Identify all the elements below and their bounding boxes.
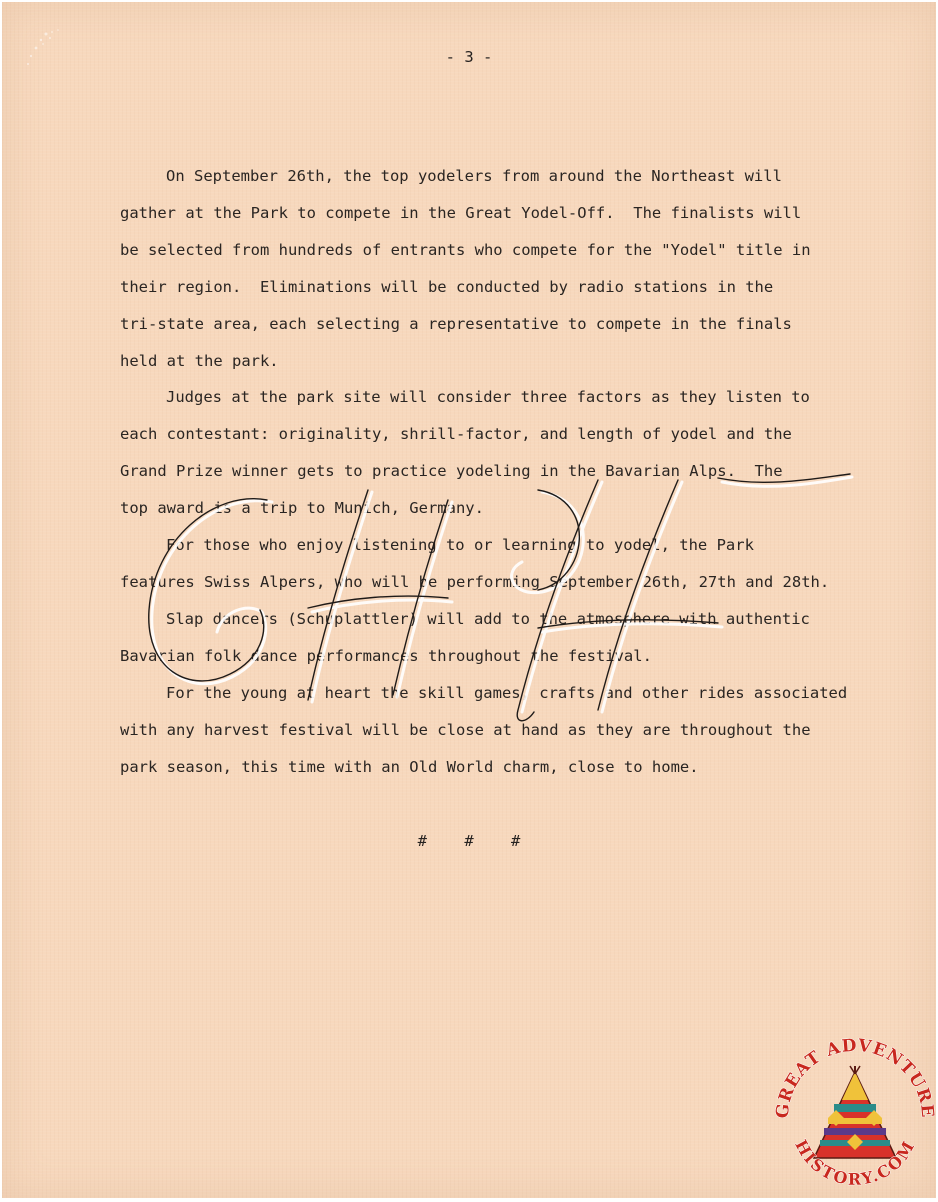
text-line: held at the park. [120, 351, 279, 370]
document-page [2, 2, 936, 1198]
tent-icon [814, 1066, 896, 1158]
text-line: features Swiss Alpers, who will be performing September 26th, 27th and 28th. [120, 572, 830, 591]
page-number: - 3 - [445, 48, 493, 66]
text-line: On September 26th, the top yodelers from around the Northeast will [166, 167, 782, 185]
great-adventure-history-logo [770, 1030, 936, 1198]
text-line: For those who enjoy listening to or learning to yodel, the Park [166, 536, 754, 555]
text-line: Grand Prize winner gets to practice yodeling in the Bavarian Alps. The [120, 462, 783, 481]
logo-bottom-text: HISTORY.COM [791, 1136, 919, 1189]
text-line: gather at the Park to compete in the Great Yodel-Off. The finalists will [120, 203, 802, 222]
text-line: park season, this time with an Old World charm, close to home. [120, 757, 699, 776]
logo-top-text: GREAT ADVENTURE [772, 1035, 938, 1120]
document-body [120, 158, 860, 785]
text-line: Bavarian folk dance performances throughout the festival. [120, 646, 652, 665]
text-line: tri-state area, each selecting a representative to compete in the finals [120, 314, 792, 333]
text-line: Judges at the park site will consider three factors as they listen to [166, 388, 810, 407]
text-line: top award is a trip to Munich, Germany. [120, 499, 484, 518]
text-line: with any harvest festival will be close at hand as they are throughout the [120, 720, 811, 739]
text-line: Slap dancers (Schuplattler) will add to the atmosphere with authentic [166, 609, 810, 628]
end-marks: # # # [417, 832, 521, 850]
text-line: their region. Eliminations will be conducted by radio stations in the [120, 277, 774, 296]
text-line: be selected from hundreds of entrants who compete for the "Yodel" title in [120, 240, 811, 259]
text-line: each contestant: originality, shrill-factor, and length of yodel and the [120, 425, 792, 444]
text-line: For the young at heart the skill games, crafts and other rides associated [166, 683, 848, 702]
